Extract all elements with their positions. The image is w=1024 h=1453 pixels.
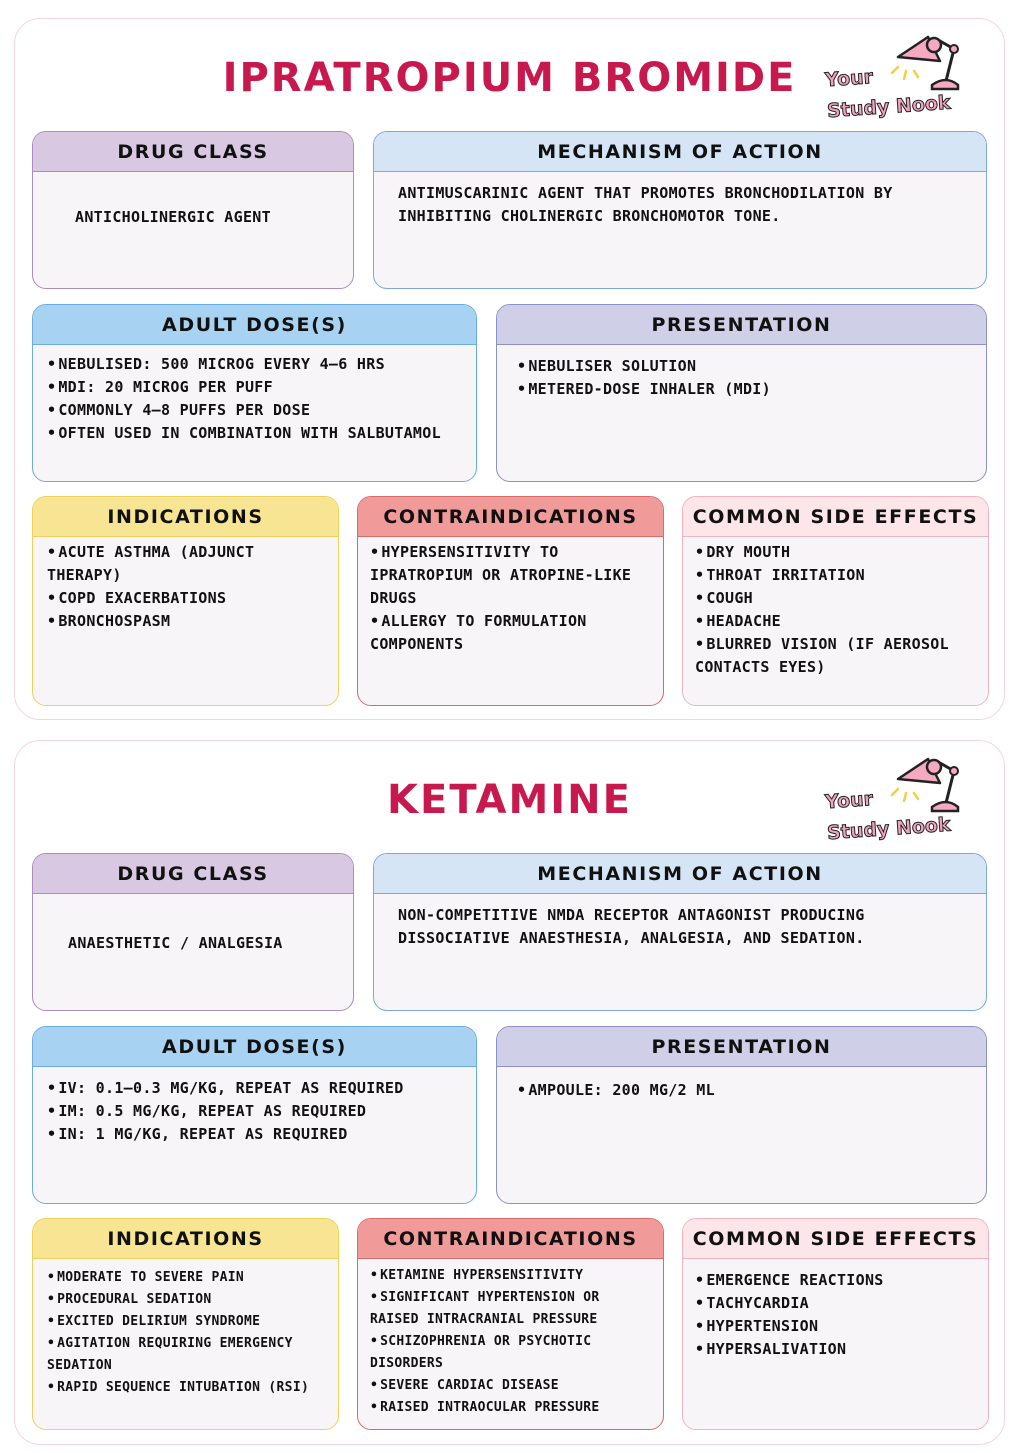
list-item: • RAPID SEQUENCE INTUBATION (RSI)	[47, 1377, 324, 1399]
drug-sheet-ipratropium	[14, 18, 1005, 720]
list-item: • HEADACHE	[695, 610, 976, 633]
contraindications-card	[357, 1218, 664, 1430]
presentation-list	[497, 1067, 986, 1102]
indications-list	[33, 537, 338, 633]
drug-class-heading: DRUG CLASS	[33, 132, 353, 172]
adult-dose-card	[32, 1026, 477, 1204]
adult-dose-heading: ADULT DOSE(S)	[33, 305, 476, 345]
list-item: • HYPERSALIVATION	[695, 1338, 976, 1361]
list-item: • COUGH	[695, 587, 976, 610]
list-item: • COMMONLY 4–8 PUFFS PER DOSE	[47, 399, 462, 422]
side-effects-list	[683, 537, 988, 679]
contraindications-list	[358, 537, 663, 656]
drug-title: KETAMINE	[387, 777, 632, 823]
mechanism-card	[373, 131, 987, 289]
presentation-heading: PRESENTATION	[497, 305, 986, 345]
list-item: • ALLERGY TO FORMULATION COMPONENTS	[370, 610, 651, 656]
list-item: • NEBULISED: 500 MICROG EVERY 4–6 HRS	[47, 353, 462, 376]
list-item: • SIGNIFICANT HYPERTENSION OR RAISED INTRACRANIAL PRESSURE	[370, 1287, 651, 1331]
list-item: • MODERATE TO SEVERE PAIN	[47, 1267, 324, 1289]
list-item: • AGITATION REQUIRING EMERGENCY SEDATION	[47, 1333, 324, 1377]
indications-heading: INDICATIONS	[33, 497, 338, 537]
drug-class-card	[32, 853, 354, 1011]
mechanism-heading: MECHANISM OF ACTION	[374, 854, 986, 894]
indications-heading: INDICATIONS	[33, 1219, 338, 1259]
list-item: • IM: 0.5 MG/KG, REPEAT AS REQUIRED	[47, 1100, 462, 1123]
list-item: • COPD EXACERBATIONS	[47, 587, 324, 610]
list-item: • TACHYCARDIA	[695, 1292, 976, 1315]
list-item: • RAISED INTRAOCULAR PRESSURE	[370, 1397, 651, 1419]
drug-class-heading: DRUG CLASS	[33, 854, 353, 894]
list-item: • KETAMINE HYPERSENSITIVITY	[370, 1265, 651, 1287]
drug-class-card	[32, 131, 354, 289]
list-item: • ACUTE ASTHMA (ADJUNCT THERAPY)	[47, 541, 324, 587]
presentation-card	[496, 304, 987, 482]
mechanism-text: ANTIMUSCARINIC AGENT THAT PROMOTES BRONCHODILATION BY INHIBITING CHOLINERGIC BRONCHOMOTOR TONE.	[398, 184, 893, 225]
mechanism-card	[373, 853, 987, 1011]
drug-sheet-ketamine	[14, 740, 1005, 1445]
desk-lamp-icon	[884, 749, 964, 829]
indications-card	[32, 1218, 339, 1430]
indications-list	[33, 1259, 338, 1399]
adult-dose-card	[32, 304, 477, 482]
contraindications-list	[358, 1259, 663, 1419]
desk-lamp-icon	[884, 27, 964, 107]
drug-title: IPRATROPIUM BROMIDE	[222, 55, 797, 101]
mechanism-text: NON-COMPETITIVE NMDA RECEPTOR ANTAGONIST PRODUCING DISSOCIATIVE ANAESTHESIA, ANALGESIA, AND SEDATION.	[398, 906, 865, 947]
presentation-heading: PRESENTATION	[497, 1027, 986, 1067]
list-item: • OFTEN USED IN COMBINATION WITH SALBUTAMOL	[47, 422, 462, 445]
brand-logo	[826, 749, 966, 859]
list-item: • AMPOULE: 200 MG/2 ML	[517, 1079, 966, 1102]
side-effects-list	[683, 1259, 988, 1361]
mechanism-heading: MECHANISM OF ACTION	[374, 132, 986, 172]
side-effects-card	[682, 496, 989, 706]
indications-card	[32, 496, 339, 706]
list-item: • METERED-DOSE INHALER (MDI)	[517, 378, 966, 401]
list-item: • SCHIZOPHRENIA OR PSYCHOTIC DISORDERS	[370, 1331, 651, 1375]
list-item: • DRY MOUTH	[695, 541, 976, 564]
side-effects-card	[682, 1218, 989, 1430]
brand-text: Your Study Nook	[824, 66, 952, 123]
list-item: • BLURRED VISION (IF AEROSOL CONTACTS EYES)	[695, 633, 976, 679]
presentation-list	[497, 345, 986, 401]
contraindications-heading: CONTRAINDICATIONS	[358, 497, 663, 537]
list-item: • IV: 0.1–0.3 MG/KG, REPEAT AS REQUIRED	[47, 1077, 462, 1100]
list-item: • BRONCHOSPASM	[47, 610, 324, 633]
brand-logo	[826, 27, 966, 137]
side-effects-heading: COMMON SIDE EFFECTS	[683, 1219, 988, 1259]
drug-class-text: ANTICHOLINERGIC AGENT	[75, 208, 271, 226]
list-item: • HYPERTENSION	[695, 1315, 976, 1338]
list-item: • THROAT IRRITATION	[695, 564, 976, 587]
adult-dose-list	[33, 345, 476, 445]
list-item: • EMERGENCE REACTIONS	[695, 1269, 976, 1292]
drug-class-text: ANAESTHETIC / ANALGESIA	[68, 934, 283, 952]
list-item: • PROCEDURAL SEDATION	[47, 1289, 324, 1311]
contraindications-card	[357, 496, 664, 706]
presentation-card	[496, 1026, 987, 1204]
contraindications-heading: CONTRAINDICATIONS	[358, 1219, 663, 1259]
list-item: • IN: 1 MG/KG, REPEAT AS REQUIRED	[47, 1123, 462, 1146]
list-item: • HYPERSENSITIVITY TO IPRATROPIUM OR ATROPINE-LIKE DRUGS	[370, 541, 651, 610]
adult-dose-list	[33, 1067, 476, 1146]
list-item: • SEVERE CARDIAC DISEASE	[370, 1375, 651, 1397]
adult-dose-heading: ADULT DOSE(S)	[33, 1027, 476, 1067]
list-item: • EXCITED DELIRIUM SYNDROME	[47, 1311, 324, 1333]
list-item: • MDI: 20 MICROG PER PUFF	[47, 376, 462, 399]
list-item: • NEBULISER SOLUTION	[517, 355, 966, 378]
brand-text: Your Study Nook	[824, 788, 952, 845]
side-effects-heading: COMMON SIDE EFFECTS	[683, 497, 988, 537]
